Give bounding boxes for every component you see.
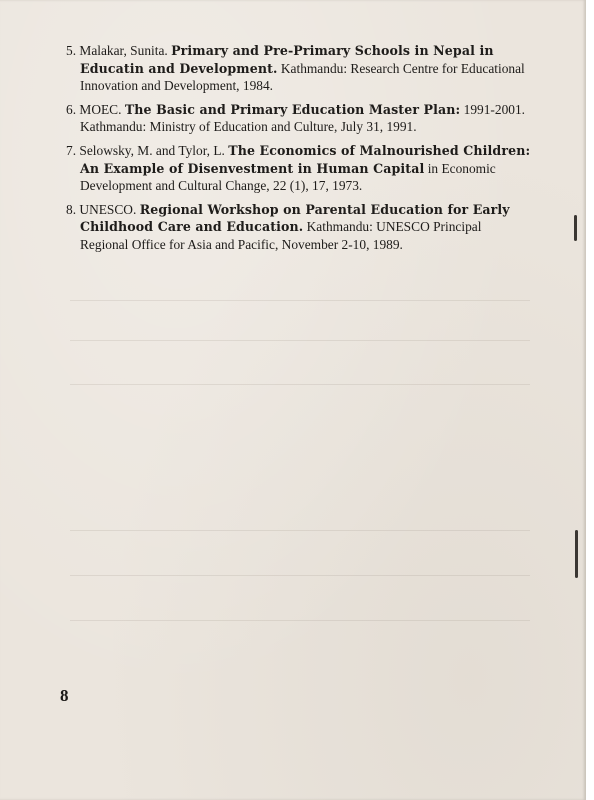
bleed-through-line (70, 620, 530, 621)
reference-item (66, 101, 532, 136)
reference-list (66, 42, 532, 260)
reference-author: MOEC. (79, 101, 122, 117)
reference-number: 7. (66, 142, 77, 158)
reference-author: UNESCO. (79, 201, 137, 217)
reference-author: Selowsky, M. and Tylor, L. (79, 142, 225, 158)
reference-item (66, 42, 532, 95)
reference-title: Primary and Pre-Primary Schools in Nepal in Educatin and Development. (80, 43, 494, 76)
reference-title: The Economics of Malnourished Children: An Example of Disenvestment in Human Capital (80, 142, 531, 176)
scan-margin (586, 0, 594, 800)
staple-mark (574, 215, 577, 241)
reference-number: 6. (66, 101, 77, 117)
bleed-through-line (70, 384, 530, 385)
reference-details: Kathmandu: UNESCO Principal Regional Office for Asia and Pacific, November 2-10, 1989. (80, 219, 482, 252)
reference-number: 5. (66, 43, 77, 58)
reference-details: Kathmandu: Research Centre for Educational Innovation and Development, 1984. (80, 60, 525, 94)
bleed-through-line (70, 300, 530, 301)
reference-number: 8. (66, 201, 77, 217)
reference-details: in Economic Development and Cultural Change, 22 (1), 17, 1973. (80, 160, 496, 194)
reference-title: The Basic and Primary Education Master Plan: (124, 101, 461, 117)
page-number: 8 (60, 686, 69, 705)
staple-mark (575, 530, 578, 578)
bleed-through-line (70, 530, 530, 531)
reference-title: Regional Workshop on Parental Education for Early Childhood Care and Education. (80, 201, 510, 235)
reference-item (66, 142, 532, 195)
reference-item (66, 201, 532, 254)
bleed-through-line (70, 575, 530, 576)
reference-details: 1991-2001. Kathmandu: Ministry of Education and Culture, July 31, 1991. (80, 101, 526, 135)
bleed-through-line (70, 340, 530, 341)
reference-author: Malakar, Sunita. (79, 43, 168, 58)
